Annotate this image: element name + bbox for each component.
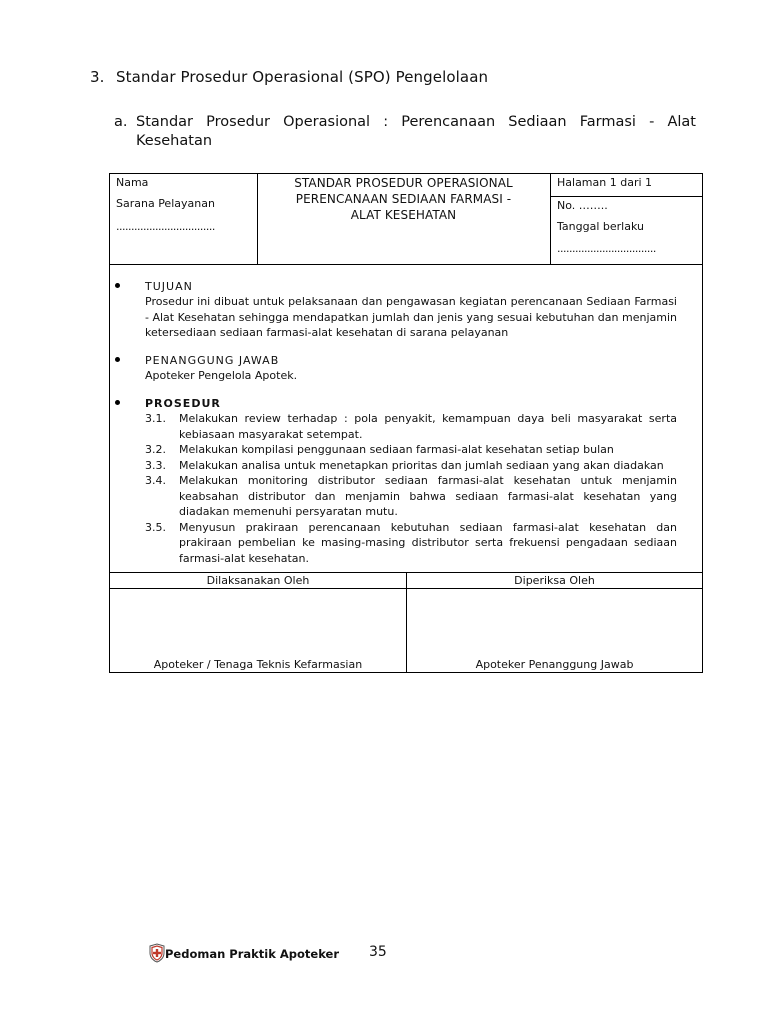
spo-header-right bbox=[551, 174, 702, 264]
tanggal-dots: ................................. bbox=[557, 242, 656, 255]
spo-header-left bbox=[110, 174, 258, 264]
nama-label: Nama bbox=[116, 176, 149, 189]
halaman-cell bbox=[551, 174, 702, 197]
sarana-dots: ................................. bbox=[116, 220, 215, 233]
prosedur-step bbox=[145, 458, 677, 474]
dilaksanakan-label: Dilaksanakan Oleh bbox=[110, 573, 406, 589]
sign-right: Apoteker Penanggung Jawab bbox=[475, 658, 634, 671]
step-text: Melakukan monitoring distributor sediaan farmasi-alat kesehatan untuk menjamin keabsahan distributor dan menjamin bahwa sediaan farmasi-alat kesehatan yang diadakan memenuhi persyaratan mutu. bbox=[179, 474, 677, 518]
sign-left: Apoteker / Tenaga Teknis Kefarmasian bbox=[153, 658, 363, 671]
no-text: No. …….. bbox=[557, 199, 608, 212]
page-number: 35 bbox=[369, 944, 387, 960]
section-heading bbox=[90, 68, 488, 86]
dilaksanakan-cell bbox=[110, 573, 407, 673]
step-number: 3.3. bbox=[145, 458, 166, 472]
diperiksa-label: Diperiksa Oleh bbox=[407, 573, 702, 589]
bullet-icon bbox=[115, 357, 120, 362]
halaman-text: Halaman 1 dari 1 bbox=[557, 176, 653, 189]
spo-title-line3: ALAT KESEHATAN bbox=[350, 208, 457, 222]
subsection-title: Standar Prosedur Operasional : Perencanaan Sediaan Farmasi - Alat Kesehatan bbox=[136, 114, 696, 149]
step-text: Melakukan review terhadap : pola penyakit, kemampuan daya beli masyarakat serta kebiasaan masyarakat setempat. bbox=[179, 412, 677, 441]
step-text: Melakukan kompilasi penggunaan sediaan farmasi-alat kesehatan setiap bulan bbox=[179, 443, 614, 456]
prosedur-label: PROSEDUR bbox=[145, 397, 221, 410]
tanggal-label: Tanggal berlaku bbox=[557, 220, 644, 233]
spo-title-line1: STANDAR PROSEDUR OPERASIONAL bbox=[294, 176, 513, 190]
section-title: Standar Prosedur Operasional (SPO) Pengelolaan bbox=[116, 68, 489, 86]
subsection-letter: a. bbox=[114, 114, 128, 130]
spo-header bbox=[110, 174, 702, 265]
spo-title bbox=[257, 175, 550, 223]
step-text: Menyusun prakiraan perencanaan kebutuhan sediaan farmasi-alat kesehatan dan prakiraan pembelian ke masing-masing distributor serta frekuensi pengadaan sediaan farmasi-alat kesehatan. bbox=[179, 520, 677, 565]
prosedur-step bbox=[145, 520, 677, 567]
pharmacy-logo-icon bbox=[148, 943, 166, 963]
spo-footer bbox=[110, 572, 702, 673]
diperiksa-cell bbox=[407, 573, 702, 673]
tujuan-text: Prosedur ini dibuat untuk pelaksanaan dan pengawasan kegiatan perencanaan Sediaan Farmasi - Alat Kesehatan sehingga mendapatkan jumlah dan jenis yang sesuai kebutuhan dan menjamin ketersediaan sediaan farmasi-alat kesehatan di sarana pelayanan bbox=[145, 295, 677, 339]
bullet-icon bbox=[115, 400, 120, 405]
subsection-heading bbox=[114, 113, 696, 151]
penanggung-text: Apoteker Pengelola Apotek. bbox=[145, 369, 298, 382]
penanggung-label: PENANGGUNG JAWAB bbox=[145, 354, 280, 367]
step-number: 3.4. bbox=[145, 474, 166, 487]
prosedur-step bbox=[145, 411, 677, 442]
sarana-label: Sarana Pelayanan bbox=[116, 197, 215, 210]
prosedur-step bbox=[145, 473, 677, 520]
step-text: Melakukan analisa untuk menetapkan prioritas dan jumlah sediaan yang akan diadakan bbox=[179, 458, 664, 472]
step-number: 3.5. bbox=[145, 520, 166, 534]
prosedur-steps bbox=[145, 411, 677, 566]
section-number: 3. bbox=[90, 68, 105, 86]
step-number: 3.2. bbox=[145, 443, 166, 456]
step-number: 3.1. bbox=[145, 412, 166, 425]
prosedur-step bbox=[145, 442, 677, 458]
tujuan-label: TUJUAN bbox=[145, 280, 193, 293]
footer-title: Pedoman Praktik Apoteker bbox=[165, 947, 340, 961]
spo-title-line2: PERENCANAAN SEDIAAN FARMASI - bbox=[295, 192, 512, 206]
spo-title-cell bbox=[257, 174, 551, 264]
spo-table bbox=[109, 173, 703, 673]
spo-body bbox=[110, 265, 702, 573]
bullet-icon bbox=[115, 283, 120, 288]
